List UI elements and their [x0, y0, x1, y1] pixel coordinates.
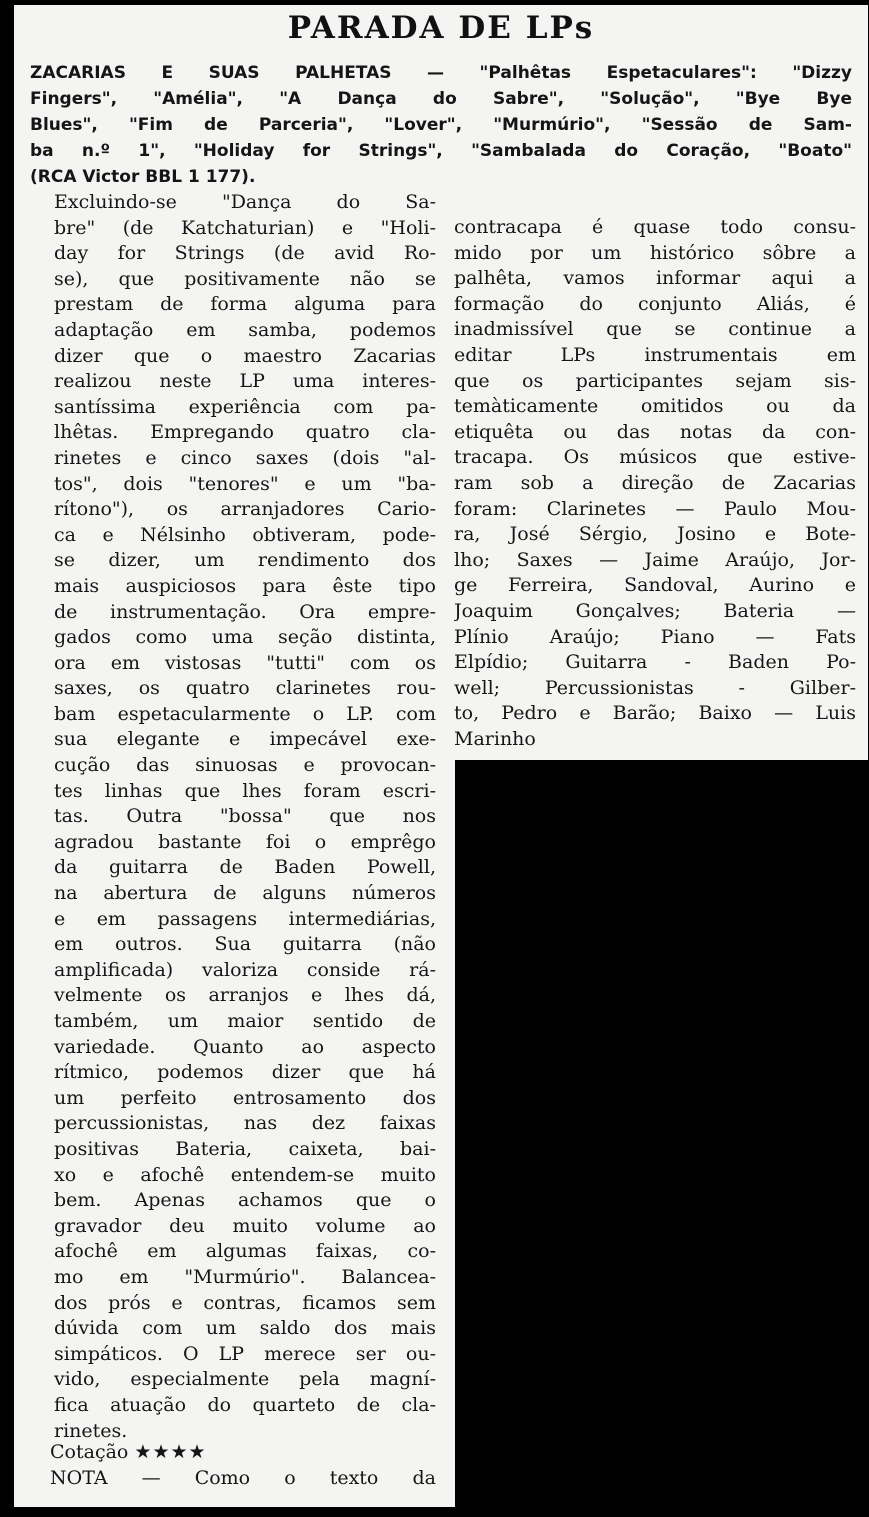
album-header — [30, 60, 852, 190]
column-line: gravador deu muito volume ao — [54, 1214, 436, 1237]
column-line: adaptação em samba, podemos — [54, 318, 436, 341]
rating-label: Cotação — [50, 1441, 129, 1463]
header-line: Blues", "Fim de Parceria", "Lover", "Murmúrio", "Sessão de Sam- — [30, 115, 852, 135]
column-line: dúvida com um saldo dos mais — [54, 1317, 436, 1340]
review-right-column — [454, 215, 856, 752]
header-line: (RCA Victor BBL 1 177). — [30, 167, 256, 187]
column-line: também, um maior sentido de — [54, 1010, 436, 1032]
column-line: contracapa é quase todo consu- — [454, 216, 856, 238]
nota-word: NOTA — [50, 1467, 108, 1489]
column-line: xo e afochê entendem-se muito — [54, 1163, 436, 1186]
column-line: bem. Apenas achamos que o — [54, 1189, 436, 1212]
column-line: gados como uma seção distinta, — [54, 626, 436, 649]
column-line: ca e Nélsinho obtiveram, pode- — [54, 523, 436, 546]
column-line: mido por um histórico sôbre a — [454, 241, 856, 264]
column-line: dos prós e contras, ficamos sem — [54, 1291, 436, 1314]
column-line: formação do conjunto Aliás, é — [454, 292, 856, 315]
column-line: etiquêta ou das notas da con- — [454, 420, 856, 443]
column-line: inadmissível que se continue a — [454, 318, 856, 341]
column-line: variedade. Quanto ao aspecto — [54, 1035, 436, 1058]
column-line: ra, José Sérgio, Josino e Bote- — [454, 523, 856, 546]
column-line: bre" (de Katchaturian) e "Holi- — [54, 216, 436, 239]
column-line: rinetes. — [54, 1419, 128, 1442]
column-line: rítono"), os arranjadores Cario- — [54, 498, 436, 521]
rating-stars-icon: ★★★★ — [134, 1441, 207, 1463]
column-line: Elpídio; Guitarra - Baden Po- — [454, 651, 856, 674]
column-line: tes linhas que lhes foram escri- — [54, 779, 436, 802]
column-line: saxes, os quatro clarinetes rou- — [54, 677, 436, 700]
column-line: tracapa. Os músicos que estive- — [454, 446, 856, 469]
column-line: Joaquim Gonçalves; Bateria — — [454, 599, 856, 622]
nota-word: o — [284, 1467, 296, 1489]
column-line: e em passagens intermediárias, — [54, 907, 436, 930]
column-line: ge Ferreira, Sandoval, Aurino e — [454, 574, 856, 597]
column-line: se dizer, um rendimento dos — [54, 549, 436, 572]
column-line: palhêta, vamos informar aqui a — [454, 267, 856, 290]
column-line: afochê em algumas faixas, co- — [54, 1240, 436, 1263]
column-line: positivas Bateria, caixeta, bai- — [54, 1137, 436, 1160]
column-line: percussionistas, nas dez faixas — [54, 1112, 436, 1135]
header-line: ba n.º 1", "Holiday for Strings", "Sambalada do Coração, "Boato" — [30, 141, 852, 161]
column-line: simpáticos. O LP merece ser ou- — [54, 1342, 436, 1365]
column-line: sua elegante e impecável exe- — [54, 728, 436, 751]
column-line: ora em vistosas "tutti" com os — [54, 651, 436, 674]
column-line: agradou bastante foi o emprêgo — [54, 830, 436, 853]
header-line: Fingers", "Amélia", "A Dança do Sabre", "Solução", "Bye Bye — [30, 89, 852, 109]
column-line: santíssima experiência com pa- — [54, 395, 436, 418]
column-line: bam espetacularmente o LP. com — [54, 702, 436, 725]
nota-word: texto — [329, 1467, 379, 1489]
column-line: temàticamente omitidos ou da — [454, 395, 856, 418]
rating-line — [50, 1441, 207, 1463]
column-line: Excluindo-se "Dança do Sa- — [54, 191, 436, 213]
column-line: tas. Outra "bossa" que nos — [54, 805, 436, 828]
column-line: ram sob a direção de Zacarias — [454, 471, 856, 494]
nota-line — [50, 1467, 436, 1489]
nota-word: da — [412, 1467, 436, 1489]
column-line: editar LPs instrumentais em — [454, 343, 856, 366]
column-line: amplificada) valoriza conside rá- — [54, 958, 436, 981]
column-line: fica atuação do quarteto de cla- — [54, 1393, 436, 1416]
review-left-column — [54, 190, 436, 1444]
column-line: realizou neste LP uma interes- — [54, 370, 436, 393]
column-line: dizer que o maestro Zacarias — [54, 344, 436, 367]
column-line: foram: Clarinetes — Paulo Mou- — [454, 497, 856, 520]
column-line: rítmico, podemos dizer que há — [54, 1061, 436, 1084]
header-line: ZACARIAS E SUAS PALHETAS — "Palhêtas Espetaculares": "Dizzy — [30, 63, 852, 83]
column-line: lho; Saxes — Jaime Araújo, Jor- — [454, 548, 856, 571]
column-line: mo em "Murmúrio". Balancea- — [54, 1265, 436, 1288]
column-line: tos", dois "tenores" e um "ba- — [54, 472, 436, 495]
column-line: day for Strings (de avid Ro- — [54, 242, 436, 265]
column-line: Plínio Araújo; Piano — Fats — [454, 625, 856, 648]
column-line: lhêtas. Empregando quatro cla- — [54, 421, 436, 444]
column-line: um perfeito entrosamento dos — [54, 1086, 436, 1109]
article-title: PARADA DE LPs — [287, 10, 595, 46]
column-line: prestam de forma alguma para — [54, 293, 436, 316]
nota-word: — — [141, 1467, 161, 1489]
column-line: velmente os arranjos e lhes dá, — [54, 984, 436, 1007]
column-line: se), que positivamente não se — [54, 267, 436, 290]
column-line: to, Pedro e Barão; Baixo — Luis — [454, 702, 856, 725]
column-line: mais auspiciosos para êste tipo — [54, 574, 436, 597]
nota-word: Como — [194, 1467, 251, 1489]
column-line: rinetes e cinco saxes (dois "al- — [54, 446, 436, 469]
column-line: na abertura de alguns números — [54, 882, 436, 905]
column-line: well; Percussionistas - Gilber- — [454, 676, 856, 699]
column-line: da guitarra de Baden Powell, — [54, 856, 436, 879]
column-line: vido, especialmente pela magní- — [54, 1368, 436, 1391]
column-line: de instrumentação. Ora empre- — [54, 600, 436, 623]
column-line: que os participantes sejam sis- — [454, 369, 856, 392]
column-line: Marinho — [454, 727, 536, 750]
column-line: cução das sinuosas e provocan- — [54, 754, 436, 777]
column-line: em outros. Sua guitarra (não — [54, 933, 436, 956]
